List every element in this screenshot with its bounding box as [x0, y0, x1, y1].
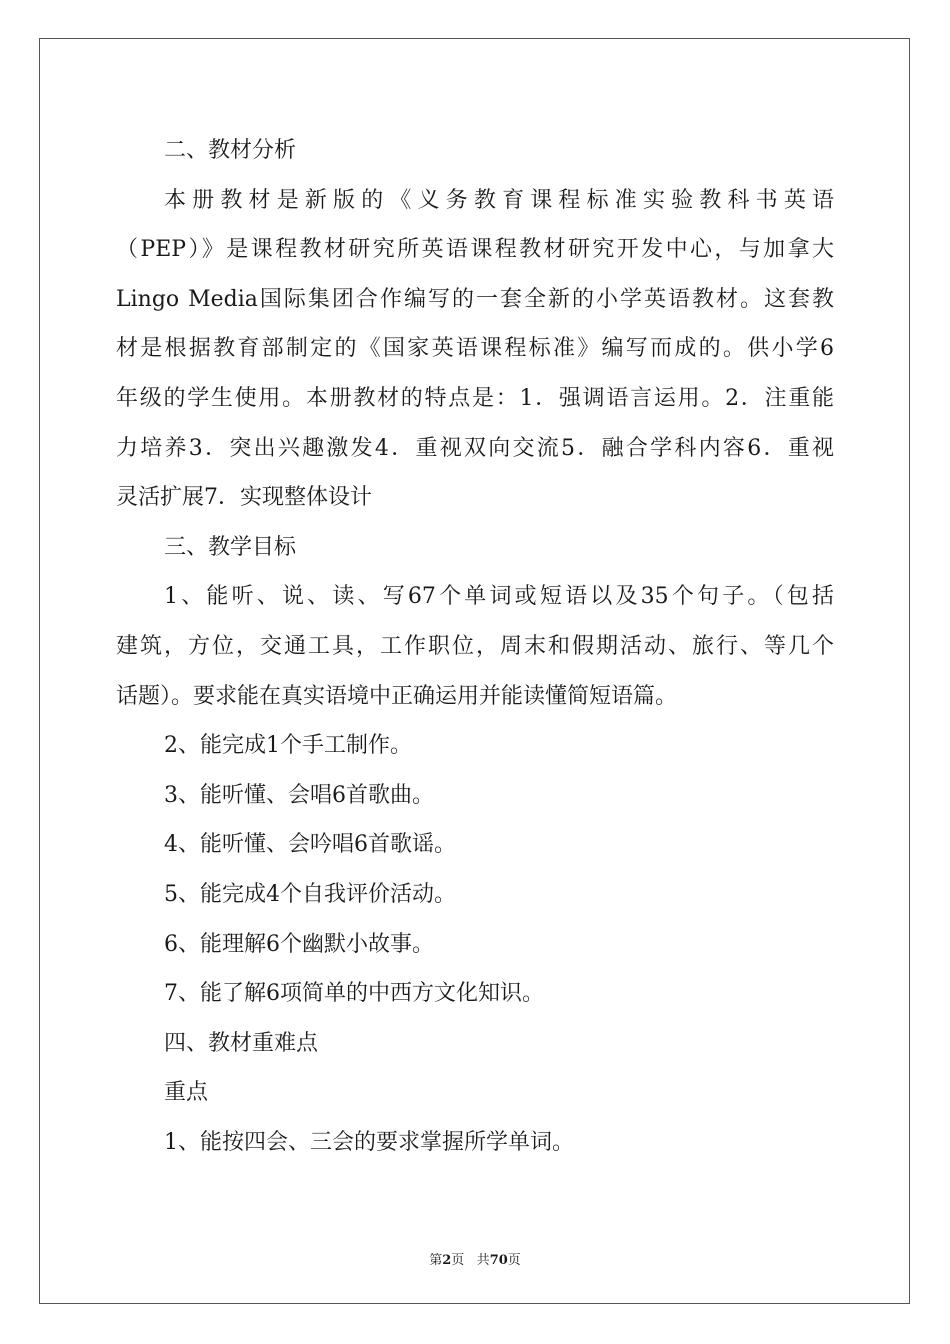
- text-line: （PEP）》是课程教材研究所英语课程教材研究开发中心，与加拿大: [116, 237, 834, 263]
- document-body: [116, 126, 834, 1167]
- text-line: 话题）。要求能在真实语境中正确运用并能读懂简短语篇。: [116, 683, 678, 709]
- text-line: 灵活扩展7．实现整体设计: [116, 485, 372, 511]
- text-line: 1、能按四会、三会的要求掌握所学单词。: [164, 1129, 574, 1155]
- text-line: Lingo Media国际集团合作编写的一套全新的小学英语教材。这套教: [116, 286, 834, 312]
- text-line: 年级的学生使用。本册教材的特点是：1．强调语言运用。2．注重能: [116, 385, 834, 411]
- text-line: 本册教材是新版的《义务教育课程标准实验教科书英语: [164, 187, 834, 213]
- text-line: 7、能了解6项简单的中西方文化知识。: [164, 981, 544, 1007]
- text-line: 3、能听懂、会唱6首歌曲。: [164, 782, 434, 808]
- footer-total-prefix: 共: [476, 1253, 490, 1268]
- text-line: 6、能理解6个幽默小故事。: [164, 931, 434, 957]
- text-line: 1、能听、说、读、写67个单词或短语以及35个句子。（包括: [164, 584, 834, 610]
- footer-total-suffix: 页: [507, 1253, 521, 1268]
- footer-total-pages: 70: [489, 1253, 508, 1268]
- text-line: 建筑，方位，交通工具，工作职位，周末和假期活动、旅行、等几个: [116, 633, 834, 659]
- text-line: 重点: [164, 1080, 209, 1106]
- text-line: 4、能听懂、会吟唱6首歌谣。: [164, 832, 456, 858]
- text-line: 材是根据教育部制定的《国家英语课程标准》编写而成的。供小学6: [116, 336, 834, 362]
- footer-prefix: 第: [429, 1253, 443, 1268]
- text-line: 2、能完成1个手工制作。: [164, 733, 412, 759]
- text-line: 二、教材分析: [164, 138, 297, 163]
- footer-page-number: 2: [442, 1253, 452, 1268]
- text-line: 四、教材重难点: [164, 1030, 319, 1056]
- footer-page-suffix: 页: [451, 1253, 465, 1268]
- text-line: 5、能完成4个自我评价活动。: [164, 881, 456, 907]
- page-footer: [0, 1249, 950, 1268]
- text-line: 三、教学目标: [164, 534, 297, 560]
- text-line: 力培养3．突出兴趣激发4．重视双向交流5．融合学科内容6．重视: [116, 435, 834, 461]
